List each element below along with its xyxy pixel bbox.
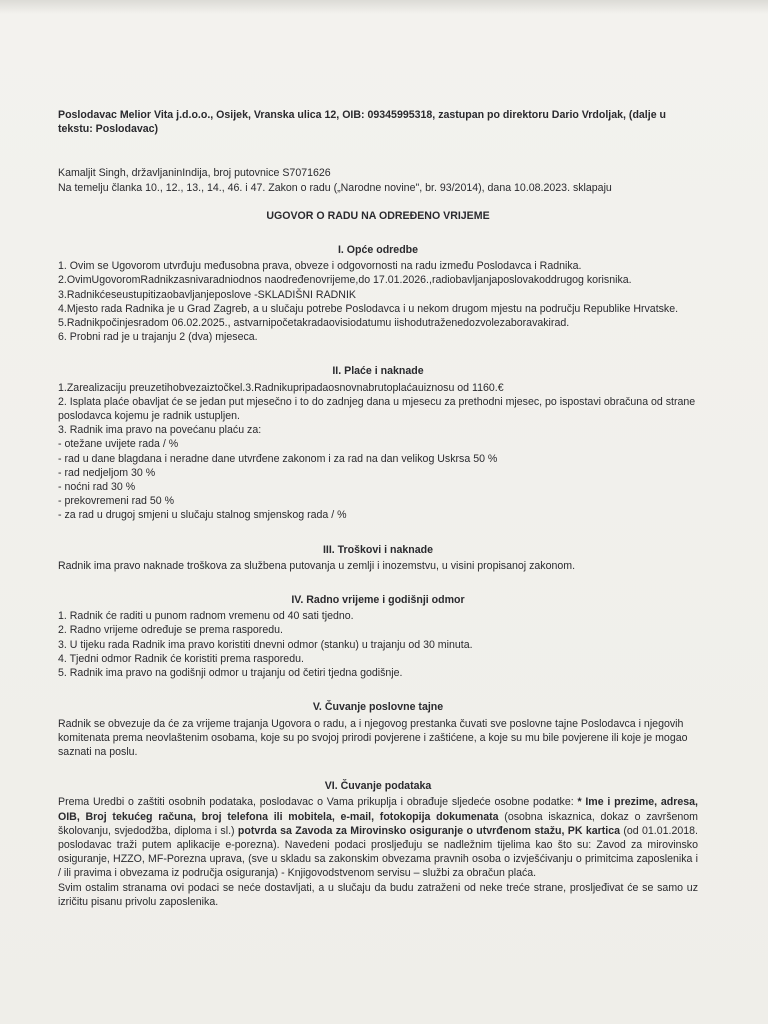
list-item: 3.Radnikćeseustupitizaobavljanjeposlove -SKLADIŠNI RADNIK — [58, 288, 356, 301]
list-item: - prekovremeni rad 50 % — [58, 495, 174, 508]
employer-info: Poslodavac Melior Vita j.d.o.o., Osijek, Vranska ulica 12, OIB: 09345995318, zastupan po direktoru Dario Vrdoljak, (dalje u tekstu: Poslodavac) — [58, 109, 666, 136]
list-item: - za rad u drugoj smjeni u slučaju stalnog smjenskog rada / % — [58, 509, 347, 522]
list-item: 2. Isplata plaće obavljat će se jedan put mjesečno i to do zadnjeg dana u mjesecu za prethodni mjesec, po ispostavi obračuna od strane poslodavca kojemu je radnik ustupljen. — [58, 395, 696, 423]
section-working-time — [58, 609, 698, 680]
text-run: (od 01.01.2018. poslodavac traži putem aplikacije e-porezna). Navedeni podaci prosljeđuju se nadležnim tijelima kao što su: Zavod za mirovinsko osiguranje, HZZO, MF-Porezna uprava, (sve u skladu sa zakonskim obvezama pravnih osoba o izvješćivanju o primitcima zaposlenika i / ili pravima i obvezama iz područja osiguranja) - Knjigovodstvenom servisu – službi za obračun plaća. — [58, 824, 698, 880]
list-item: 1. Radnik će raditi u punom radnom vremenu od 40 sati tjedno. — [58, 610, 354, 623]
list-item: - rad u dane blagdana i neradne dane utvrđene zakonom i za rad na dan velikog Uskrsa 50 % — [58, 452, 498, 465]
list-item: 6. Probni rad je u trajanju 2 (dva) mjeseca. — [58, 331, 258, 344]
data-sharing-paragraph: Svim ostalim stranama ovi podaci se neće dostavljati, a u slučaju da budu zatraženi od neke treće strane, prosljeđivat će se samo uz izričitu pisanu privolu zaposlenika. — [58, 881, 698, 908]
section-heading-confidentiality: V. Čuvanje poslovne tajne — [312, 701, 444, 714]
list-item: 4. Tjedni odmor Radnik će koristiti prema rasporedu. — [58, 652, 304, 665]
list-item: 2.OvimUgovoromRadnikzasnivaradniodnos naodređenovrijeme,do 17.01.2026.,radiobavljanjaposlovakoddrugog korisnika. — [58, 274, 632, 287]
section-heading-general: I. Opće odredbe — [337, 244, 419, 257]
list-item: 3. U tijeku rada Radnik ima pravo koristiti dnevni odmor (stanku) u trajanju od 30 minuta. — [58, 638, 473, 651]
list-item: - noćni rad 30 % — [58, 481, 136, 494]
legal-basis: Na temelju članka 10., 12., 13., 14., 46. i 47. Zakon o radu („Narodne novine", br. 93/2014), dana 10.08.2023. sklapaju — [58, 181, 612, 194]
text-run: (osobna iskaznica, dokaz o završenom školovanju, svjedodžba, diploma i sl.) — [58, 810, 698, 837]
data-protection-paragraph — [58, 795, 698, 880]
employee-info: Kamaljit Singh, državljaninIndija, broj putovnice S7071626 — [58, 167, 331, 180]
section-heading-working-time: IV. Radno vrijeme i godišnji odmor — [291, 594, 465, 607]
document-title: UGOVOR O RADU NA ODREĐENO VRIJEME — [266, 209, 490, 222]
contract-document — [58, 108, 698, 909]
list-item: 5. Radnik ima pravo na godišnji odmor u trajanju od četiri tjedna godišnje. — [58, 667, 403, 680]
section-heading-costs: III. Troškovi i naknade — [322, 543, 434, 556]
list-item: 2. Radno vrijeme određuje se prema rasporedu. — [58, 624, 283, 637]
section-general — [58, 259, 698, 344]
section-salary — [58, 381, 698, 523]
section-confidentiality-text: Radnik se obvezuje da će za vrijeme trajanja Ugovora o radu, a i njegovog prestanka čuvati sve poslovne tajne Poslodavca i njegovih komitenata prema neovlaštenim osobama, koje su po svojoj prirodi povjerene i zaštićene, a koje su mu bile povjerene ili koje je mogao saznati na poslu. — [58, 717, 688, 758]
list-item: 3. Radnik ima pravo na povećanu plaću za: — [58, 424, 262, 437]
bold-text-run: potvrda sa Zavoda za Mirovinsko osiguranje o utvrđenom stažu, PK kartica — [237, 824, 620, 837]
section-heading-data-protection: VI. Čuvanje podataka — [324, 780, 432, 793]
list-item: 1. Ovim se Ugovorom utvrđuju međusobna prava, obveze i odgovornosti na radu između Poslodavca i Radnika. — [58, 260, 582, 273]
text-run: Prema Uredbi o zaštiti osobnih podataka, poslodavac o Vama prikuplja i obrađuje sljedeće osobne podatke: — [58, 796, 578, 809]
section-costs-text: Radnik ima pravo naknade troškova za službena putovanja u zemlji i inozemstvu, u visini propisanoj zakonom. — [58, 559, 576, 572]
list-item: 1.Zarealizaciju preuzetihobvezaiztočkel.3.Radnikupripadaosnovnabrutoplaćauiznosu od 1160.€ — [58, 381, 504, 394]
bold-text-run: * Ime i prezime, adresa, OIB, Broj tekućeg računa, broj telefona ili mobitela, e-mail, fotokopija dokumenata — [58, 796, 698, 823]
list-item: - otežane uvijete rada / % — [58, 438, 179, 451]
section-heading-salary: II. Plaće i naknade — [332, 365, 424, 378]
list-item: 5.Radnikpočinjesradom 06.02.2025., astvarnipočetakradaovisiodatumu iishodutraženedozvolezaboravakirad. — [58, 317, 570, 330]
list-item: - rad nedjeljom 30 % — [58, 466, 156, 479]
list-item: 4.Mjesto rada Radnika je u Grad Zagreb, a u slučaju potrebe Poslodavca i u nekom drugom mjestu na području Republike Hrvatske. — [58, 302, 679, 315]
scan-shadow — [0, 0, 768, 14]
